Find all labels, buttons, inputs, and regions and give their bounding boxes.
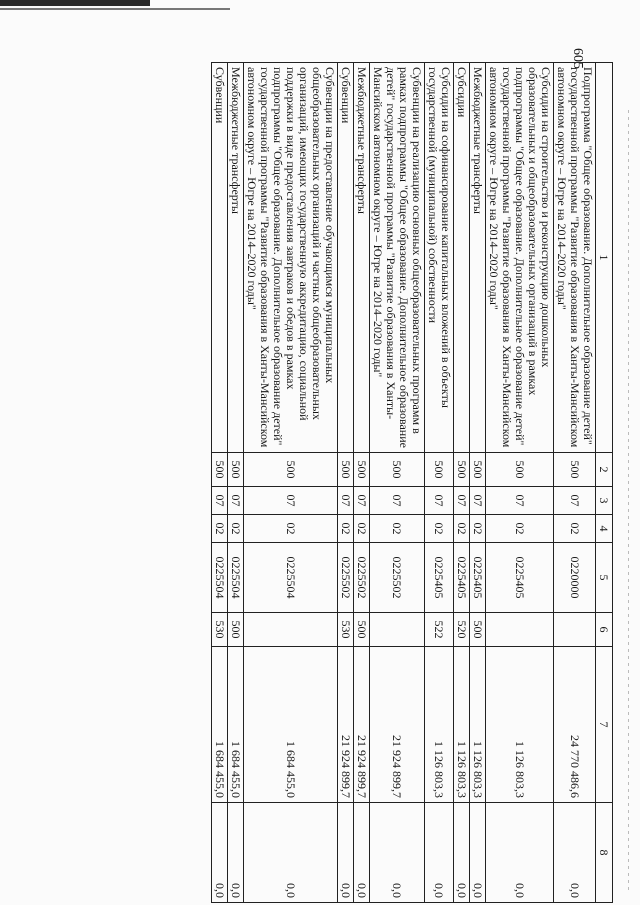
cell-razdel: 07 — [425, 487, 454, 515]
cell-amount: 1 126 803,3 — [486, 647, 554, 803]
cell-podrazdel: 02 — [454, 515, 470, 543]
cell-expense-type: 500 — [354, 613, 370, 647]
cell-amount-2: 0,0 — [354, 803, 370, 903]
cell-amount-2: 0,0 — [454, 803, 470, 903]
scan-edge-line — [0, 8, 230, 10]
cell-razdel: 07 — [244, 487, 338, 515]
cell-glava: 500 — [228, 453, 244, 487]
header-col-1: 1 — [596, 63, 613, 453]
cell-glava: 500 — [486, 453, 554, 487]
table-row — [338, 63, 354, 903]
cell-glava: 500 — [554, 453, 596, 487]
cell-row-name: Подпрограмма "Общее образование. Дополнительное образование детей" государственной программы "Развитие образования в Ханты-Мансийском автономном округе – Югре на 2014–2020 годы" — [554, 63, 596, 453]
cell-razdel: 07 — [486, 487, 554, 515]
table-header-row — [596, 63, 613, 903]
cell-target-article: 0220000 — [554, 543, 596, 613]
cell-expense-type — [554, 613, 596, 647]
cell-podrazdel: 02 — [470, 515, 486, 543]
cell-razdel: 07 — [228, 487, 244, 515]
cell-row-name: Межбюджетные трансферты — [354, 63, 370, 453]
cell-row-name: Субвенции — [338, 63, 354, 453]
cell-amount: 1 126 803,3 — [454, 647, 470, 803]
cell-podrazdel: 02 — [244, 515, 338, 543]
cell-razdel: 07 — [354, 487, 370, 515]
cell-glava: 500 — [470, 453, 486, 487]
cell-expense-type: 530 — [338, 613, 354, 647]
cell-target-article: 0225504 — [212, 543, 228, 613]
cell-glava: 500 — [354, 453, 370, 487]
cell-expense-type: 500 — [470, 613, 486, 647]
cell-target-article: 0225504 — [228, 543, 244, 613]
cell-amount: 1 684 455,0 — [212, 647, 228, 803]
cell-amount-2: 0,0 — [425, 803, 454, 903]
cell-expense-type: 520 — [454, 613, 470, 647]
cell-podrazdel: 02 — [486, 515, 554, 543]
cell-target-article: 0225502 — [354, 543, 370, 613]
cell-amount: 1 126 803,3 — [425, 647, 454, 803]
cell-podrazdel: 02 — [338, 515, 354, 543]
cell-glava: 500 — [425, 453, 454, 487]
cell-amount-2: 0,0 — [486, 803, 554, 903]
cell-amount-2: 0,0 — [338, 803, 354, 903]
cell-glava: 500 — [370, 453, 425, 487]
cell-amount-2: 0,0 — [370, 803, 425, 903]
header-col-2: 2 — [596, 453, 613, 487]
cell-amount: 21 924 899,7 — [354, 647, 370, 803]
cell-glava: 500 — [338, 453, 354, 487]
cell-amount-2: 0,0 — [554, 803, 596, 903]
cell-expense-type: 530 — [212, 613, 228, 647]
cell-expense-type — [244, 613, 338, 647]
cell-glava: 500 — [244, 453, 338, 487]
cell-expense-type — [370, 613, 425, 647]
cell-row-name: Субсидии на софинансирование капитальных вложений в объекты государственной (муниципальной) собственности — [425, 63, 454, 453]
table-row — [425, 63, 454, 903]
cell-target-article: 0225502 — [338, 543, 354, 613]
cell-amount: 21 924 899,7 — [338, 647, 354, 803]
cell-amount-2: 0,0 — [244, 803, 338, 903]
cell-target-article: 0225405 — [486, 543, 554, 613]
rotated-table-container — [83, 62, 613, 902]
cell-amount: 1 126 803,3 — [470, 647, 486, 803]
cell-row-name: Субвенции — [212, 63, 228, 453]
cell-row-name: Субсидии на строительство и реконструкцию дошкольных образовательных и общеобразовательных организаций в рамках подпрограммы "Общее образование. Дополнительное образование детей" государственной программы "Развитие образования в Ханты-Мансийском автономном округе – Югре на 2014–2020 годы" — [486, 63, 554, 453]
cell-razdel: 07 — [338, 487, 354, 515]
cell-expense-type: 522 — [425, 613, 454, 647]
table-row — [354, 63, 370, 903]
cell-target-article: 0225405 — [454, 543, 470, 613]
cell-amount: 21 924 899,7 — [370, 647, 425, 803]
cell-target-article: 0225405 — [470, 543, 486, 613]
cell-podrazdel: 02 — [425, 515, 454, 543]
cell-podrazdel: 02 — [354, 515, 370, 543]
table-row — [454, 63, 470, 903]
cell-razdel: 07 — [454, 487, 470, 515]
cell-row-name: Межбюджетные трансферты — [470, 63, 486, 453]
cell-amount: 24 770 486,6 — [554, 647, 596, 803]
header-col-8: 8 — [596, 803, 613, 903]
table-row — [212, 63, 228, 903]
cell-expense-type — [486, 613, 554, 647]
table-row — [370, 63, 425, 903]
cell-podrazdel: 02 — [370, 515, 425, 543]
cell-razdel: 07 — [212, 487, 228, 515]
cell-target-article: 0225502 — [370, 543, 425, 613]
cell-target-article: 0225405 — [425, 543, 454, 613]
cell-razdel: 07 — [370, 487, 425, 515]
cell-row-name: Межбюджетные трансферты — [228, 63, 244, 453]
header-col-5: 5 — [596, 543, 613, 613]
budget-table — [211, 62, 613, 903]
cell-podrazdel: 02 — [212, 515, 228, 543]
table-row — [244, 63, 338, 903]
cell-amount-2: 0,0 — [228, 803, 244, 903]
cell-podrazdel: 02 — [554, 515, 596, 543]
cell-glava: 500 — [454, 453, 470, 487]
cell-target-article: 0225504 — [244, 543, 338, 613]
cell-amount-2: 0,0 — [212, 803, 228, 903]
scan-edge-mark — [0, 0, 150, 6]
cell-expense-type: 500 — [228, 613, 244, 647]
cell-razdel: 07 — [554, 487, 596, 515]
cell-row-name: Субвенции на предоставление обучающимся муниципальных общеобразовательных организаций и частных общеобразовательных организаций, имеющих государственную аккредитацию, социальной поддержки в виде предоставления завтраков и обедов в рамках подпрограммы "Общее образование. Дополнительное образование детей" государственной программы "Развитие образования в Ханты-Мансийском автономном округе – Югре на 2014–2020 годы" — [244, 63, 338, 453]
table-row — [554, 63, 596, 903]
cell-amount: 1 684 455,0 — [228, 647, 244, 803]
table-row — [228, 63, 244, 903]
cell-amount: 1 684 455,0 — [244, 647, 338, 803]
header-col-4: 4 — [596, 515, 613, 543]
page-edge-shadow — [628, 110, 629, 890]
cell-podrazdel: 02 — [228, 515, 244, 543]
header-col-3: 3 — [596, 487, 613, 515]
cell-amount-2: 0,0 — [470, 803, 486, 903]
header-col-7: 7 — [596, 647, 613, 803]
table-row — [486, 63, 554, 903]
page-number: 605 — [570, 48, 585, 69]
cell-row-name: Субвенции на реализацию основных общеобразовательных программ в рамках подпрограммы "Общее образование. Дополнительное образование детей" государственной программы "Развитие образования в Ханты-Мансийском автономном округе – Югре на 2014–2020 годы" — [370, 63, 425, 453]
table-row — [470, 63, 486, 903]
header-col-6: 6 — [596, 613, 613, 647]
cell-glava: 500 — [212, 453, 228, 487]
cell-row-name: Субсидии — [454, 63, 470, 453]
cell-razdel: 07 — [470, 487, 486, 515]
